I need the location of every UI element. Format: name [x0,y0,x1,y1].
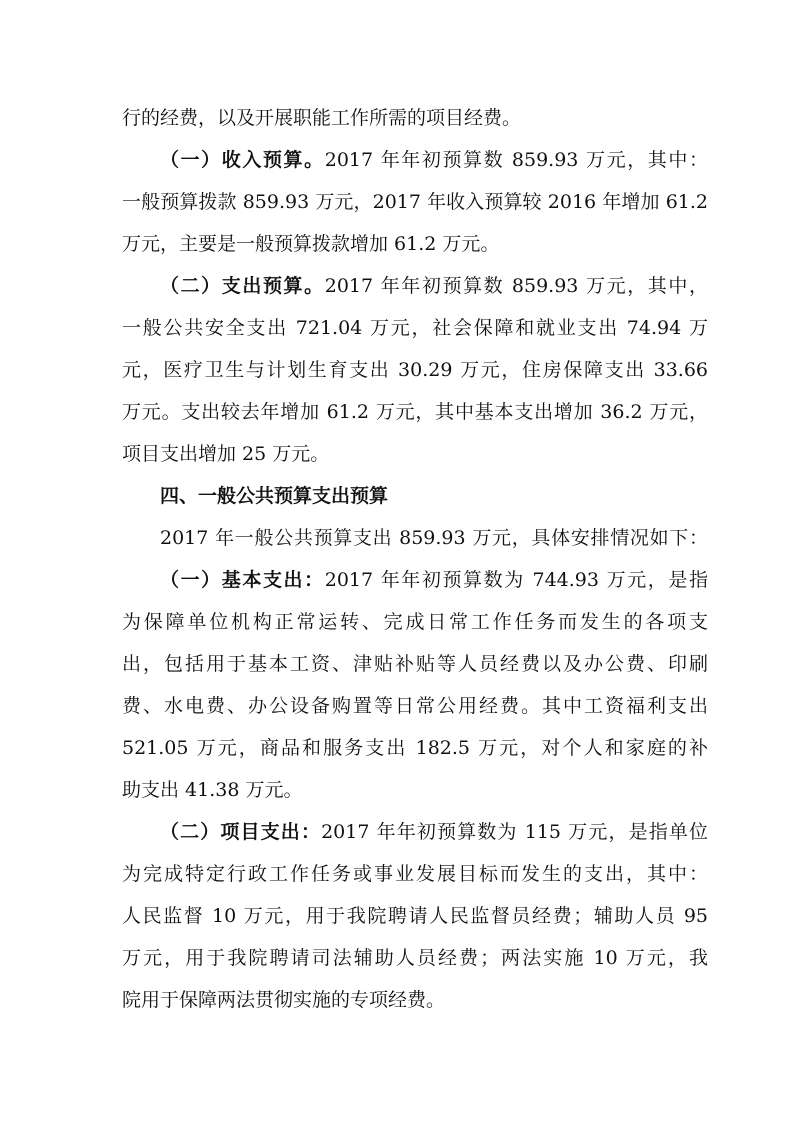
line-text: 一般公共安全支出 721.04 万元，社会保障和就业支出 74.94 万 [122,317,708,339]
paragraph-line [122,224,708,264]
paragraph-line [122,896,708,936]
line-text: 元，医疗卫生与计划生育支出 30.29 万元，住房保障支出 33.66 [122,359,708,381]
paragraph-line [160,266,708,306]
section-heading [160,476,708,516]
paragraph-line [160,560,708,600]
paragraph-line [122,434,708,474]
paragraph-line [160,812,708,852]
line-text: 2017 年一般公共预算支出 859.93 万元，具体安排情况如下： [160,527,708,549]
line-text: 一般预算拨款 859.93 万元，2017 年收入预算较 2016 年增加 61.2 [122,191,708,213]
section-label-project-expense: （二）项目支出： [160,821,322,843]
line-text: 院用于保障两法贯彻实施的专项经费。 [122,989,446,1011]
paragraph-line [122,98,708,138]
paragraph-line [122,350,708,390]
line-text: 2017 年年初预算数 859.93 万元，其中： [324,149,708,171]
section-label-income-budget: （一）收入预算。 [160,149,325,171]
line-text: 2017 年年初预算数为 744.93 万元，是指 [324,569,708,591]
line-text: 万元，用于我院聘请司法辅助人员经费；两法实施 10 万元，我 [122,947,708,969]
paragraph-line [160,518,708,558]
line-text: 万元，主要是一般预算拨款增加 61.2 万元。 [122,233,500,255]
section-label-expense-budget: （二）支出预算。 [160,275,325,297]
line-text: 2017 年年初预算数为 115 万元，是指单位 [321,821,708,843]
line-text: 人民监督 10 万元，用于我院聘请人民监督员经费；辅助人员 95 [122,905,708,927]
paragraph-line [122,980,708,1020]
line-text: 项目支出增加 25 万元。 [122,443,330,465]
line-text: 费、水电费、办公设备购置等日常公用经费。其中工资福利支出 [122,695,708,717]
line-text: 521.05 万元，商品和服务支出 182.5 万元，对个人和家庭的补 [122,737,708,759]
heading-text: 四、一般公共预算支出预算 [160,485,389,507]
paragraph-line [122,602,708,642]
line-text: 为完成特定行政工作任务或事业发展目标而发生的支出，其中： [122,863,708,885]
paragraph-line [122,308,708,348]
line-text: 为保障单位机构正常运转、完成日常工作任务而发生的各项支 [122,611,708,633]
paragraph-line [160,140,708,180]
paragraph-line [122,686,708,726]
line-text: 2017 年年初预算数 859.93 万元，其中， [324,275,708,297]
paragraph-line [122,938,708,978]
paragraph-line [122,770,708,810]
paragraph-line [122,644,708,684]
section-label-basic-expense: （一）基本支出： [160,569,325,591]
paragraph-line [122,854,708,894]
paragraph-line [122,392,708,432]
line-text: 出，包括用于基本工资、津贴补贴等人员经费以及办公费、印刷 [122,653,708,675]
line-text: 万元。支出较去年增加 61.2 万元，其中基本支出增加 36.2 万元， [122,401,708,423]
line-text: 助支出 41.38 万元。 [122,779,303,801]
paragraph-line [122,728,708,768]
line-text: 行的经费，以及开展职能工作所需的项目经费。 [122,107,522,129]
paragraph-line [122,182,708,222]
